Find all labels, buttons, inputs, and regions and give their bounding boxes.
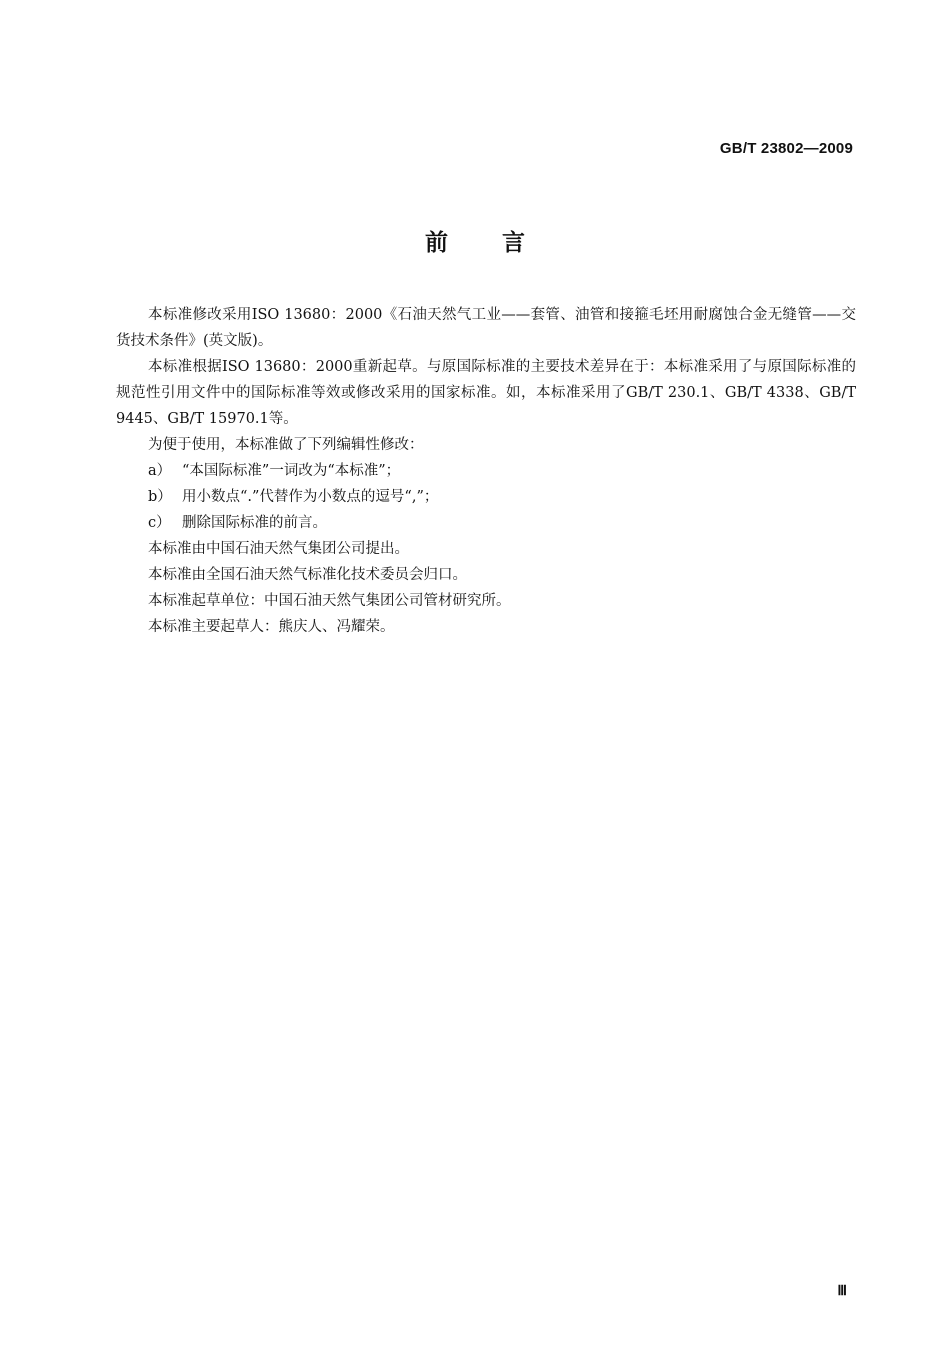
page-number: Ⅲ [837,1284,847,1299]
list-item-text: “本国际标准”一词改为“本标准”； [182,463,401,479]
paragraph: 本标准由中国石油天然气集团公司提出。 [148,541,409,557]
paragraph: 本标准起草单位：中国石油天然气集团公司管材研究所。 [148,593,511,609]
paragraph: 本标准由全国石油天然气标准化技术委员会归口。 [148,567,467,583]
list-item-label: c） [148,515,171,531]
list-item-text: 删除国际标准的前言。 [182,515,327,531]
list-item-label: b） [148,489,172,505]
standard-code: GB/T 23802—2009 [719,140,853,157]
paragraph: 为便于使用，本标准做了下列编辑性修改： [148,437,424,453]
page-title: 前言 [425,230,579,256]
list-item-label: a） [148,463,172,479]
paragraph: 本标准主要起草人：熊庆人、冯耀荣。 [148,619,395,635]
list-item-text: 用小数点“.”代替作为小数点的逗号“,”； [182,489,439,505]
paragraph: 本标准修改采用ISO 13680：2000《石油天然气工业——套管、油管和接箍毛坯用耐腐蚀合金无缝管——交货技术条件》(英文版)。 [116,307,856,349]
paragraph: 本标准根据ISO 13680：2000重新起草。与原国际标准的主要技术差异在于：本标准采用了与原国际标准的规范性引用文件中的国际标准等效或修改采用的国家标准。如，本标准采用了GB/T 230.1、GB/T 4338、GB/T 9445、GB/T 15970.1等。 [116,359,856,427]
list-item [116,484,856,510]
list-item [116,510,856,536]
document-body [116,302,856,640]
list-item [116,458,856,484]
